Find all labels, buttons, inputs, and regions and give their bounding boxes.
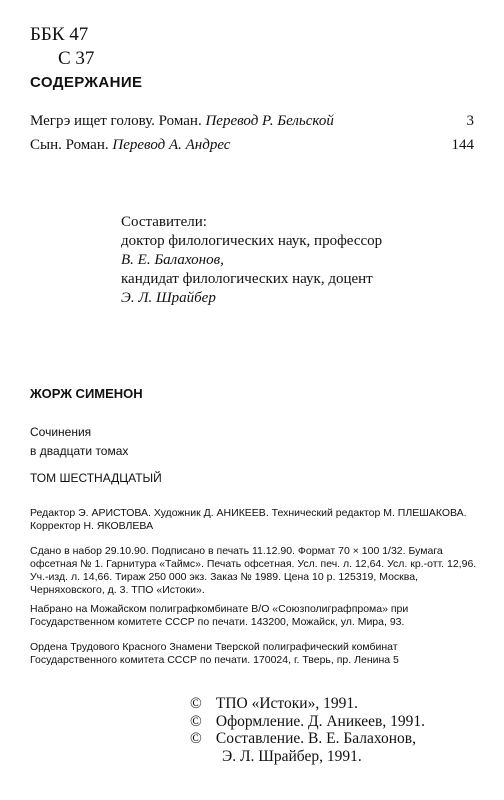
imprint-technical: Сдано в набор 29.10.90. Подписано в печать 11.12.90. Формат 70 × 100 1/32. Бумага офсетная № 1. Гарнитура «Таймс». Печать офсетная. Усл. печ. л. 12,64. Усл. кр.-отт. 12,96. Уч.-изд. л. 14,66. Тираж 250 000 экз. Заказ № 1989. Цена 10 р. 125319, Москва, Черняховского, д. 3. ТПО «Истоки». [30, 545, 477, 596]
copyright-line: © Составление. В. Е. Балахонов, [190, 730, 417, 747]
author-sign-code: С 37 [58, 48, 95, 69]
imprint-order: Ордена Трудового Красного Знамени Тверской полиграфический комбинат Государственного комитета СССР по печати. 170024, г. Тверь, пр. Ленина 5 [30, 641, 399, 666]
compiler-name: В. Е. Балахонов, [121, 252, 224, 268]
toc-entry-translator: Перевод Р. Бельской [205, 113, 334, 129]
toc-entry-page: 144 [451, 137, 474, 153]
copyright-line: © ТПО «Истоки», 1991. [190, 695, 358, 712]
compilers-block [121, 213, 382, 308]
copyright-block [190, 695, 425, 765]
copyright-icon: © [190, 730, 202, 747]
copyright-line: Э. Л. Шрайбер, 1991. [222, 747, 362, 765]
toc-entry-title: Мегрэ ищет голову. Роман. [30, 113, 202, 129]
works-title: Сочинения [30, 425, 92, 439]
toc-entry-translator: Перевод А. Андрес [112, 137, 231, 153]
copyright-line: © Оформление. Д. Аникеев, 1991. [190, 712, 425, 730]
compiler-title: кандидат филологических наук, доцент [121, 271, 373, 287]
compilers-heading: Составители: [121, 214, 207, 230]
bbk-code: ББК 47 [30, 24, 89, 45]
compiler-name: Э. Л. Шрайбер [121, 290, 216, 306]
volume-number: ТОМ ШЕСТНАДЦАТЫЙ [30, 471, 162, 485]
toc-entry [30, 112, 474, 130]
compiler-title: доктор филологических наук, профессор [121, 233, 383, 249]
toc-entry-title: Сын. Роман. [30, 137, 109, 153]
works-subtitle: в двадцати томах [30, 444, 129, 458]
toc-entry-page: 3 [466, 113, 474, 129]
contents-heading: СОДЕРЖАНИЕ [30, 74, 143, 91]
toc-entry [30, 136, 474, 154]
imprint-staff: Редактор Э. АРИСТОВА. Художник Д. АНИКЕЕВ. Технический редактор М. ПЛЕШАКОВА. Корректор Н. ЯКОВЛЕВА [30, 507, 467, 532]
copyright-icon: © [190, 712, 202, 730]
copyright-icon: © [190, 695, 202, 712]
author-name: ЖОРЖ СИМЕНОН [30, 386, 143, 401]
imprint-printer: Набрано на Можайском полиграфкомбинате В/О «Союзполиграфпрома» при Государственном комитете СССР по печати. 143200, Можайск, ул. Мира, 93. [30, 603, 409, 628]
